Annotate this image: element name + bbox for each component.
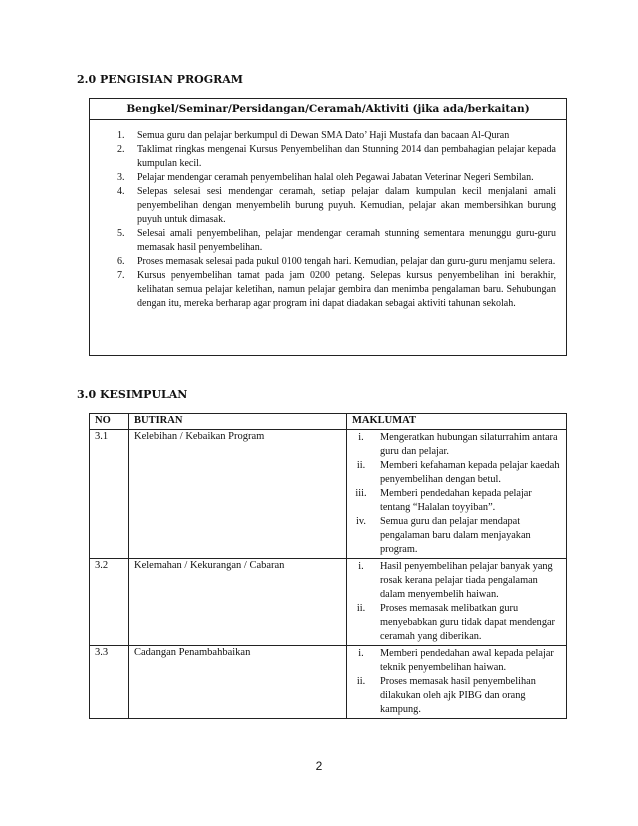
page-number: 2 xyxy=(315,759,323,773)
maklumat-list xyxy=(352,647,561,717)
list-item xyxy=(90,255,566,269)
list-item-number: ii. xyxy=(356,603,366,614)
list-item-number: 3. xyxy=(117,172,125,183)
header-maklumat: MAKLUMAT xyxy=(347,414,567,430)
table-row xyxy=(90,430,567,559)
row-number: 3.2 xyxy=(90,559,129,646)
list-item xyxy=(90,185,566,227)
list-item-text: Semua guru dan pelajar mendapat pengalaman baru dalam menjayakan program. xyxy=(380,516,531,555)
row-maklumat xyxy=(347,430,567,559)
list-item xyxy=(352,560,561,602)
row-maklumat xyxy=(347,559,567,646)
list-item-number: i. xyxy=(358,432,364,443)
list-item xyxy=(352,459,561,487)
list-item-text: Semua guru dan pelajar berkumpul di Dewan SMA Dato’ Haji Mustafa dan bacaan Al-Quran xyxy=(137,130,510,141)
list-item xyxy=(352,487,561,515)
list-item-number: iii. xyxy=(355,488,367,499)
list-item xyxy=(90,227,566,255)
list-item-number: iv. xyxy=(356,516,366,527)
row-butiran: Cadangan Penambahbaikan xyxy=(129,646,347,719)
section-2-title: 2.0 PENGISIAN PROGRAM xyxy=(77,73,243,86)
list-item-text: Pelajar mendengar ceramah penyembelihan halal oleh Pegawai Jabatan Veterinar Negeri Sembilan. xyxy=(137,172,534,183)
list-item-text: Hasil penyembelihan pelajar banyak yang rosak kerana pelajar tiada pengalaman dalam menyembelih haiwan. xyxy=(380,561,553,600)
program-box xyxy=(89,98,567,356)
list-item-text: Selepas selesai sesi mendengar ceramah, setiap pelajar dalam kumpulan kecil menjalani amali penyembelihan dengan menyembelih burung puyuh. Kemudian, pelajar akan membersihkan burung puyuh untuk dimasak. xyxy=(137,186,556,225)
list-item-number: i. xyxy=(358,648,364,659)
list-item-text: Proses memasak selesai pada pukul 0100 tengah hari. Kemudian, pelajar dan guru-guru menjamu selera. xyxy=(137,256,556,267)
list-item-text: Mengeratkan hubungan silaturrahim antara guru dan pelajar. xyxy=(380,432,558,457)
row-maklumat xyxy=(347,646,567,719)
table-row xyxy=(90,559,567,646)
list-item xyxy=(352,647,561,675)
list-item-text: Memberi kefahaman kepada pelajar kaedah penyembelihan dengan betul. xyxy=(380,460,560,485)
list-item xyxy=(352,675,561,717)
list-item xyxy=(90,143,566,171)
list-item-number: 4. xyxy=(117,186,125,197)
list-item-number: 2. xyxy=(117,144,125,155)
list-item-number: 6. xyxy=(117,256,125,267)
program-list xyxy=(90,129,566,311)
list-item-number: ii. xyxy=(356,676,366,687)
list-item-text: Selesai amali penyembelihan, pelajar mendengar ceramah stunning sementara menunggu guru-guru memasak hasil penyembelihan. xyxy=(137,228,556,253)
list-item-text: Memberi pendedahan kepada pelajar tentang “Halalan toyyiban”. xyxy=(380,488,532,513)
list-item xyxy=(90,171,566,185)
list-item xyxy=(90,269,566,311)
list-item-number: i. xyxy=(358,561,364,572)
list-item-text: Kursus penyembelihan tamat pada jam 0200 petang. Selepas kursus penyembelihan ini berakhir, kelihatan semua pelajar keletihan, namun pelajar gembira dan menimba pengalaman baru. Sehubungan dengan itu, mereka berharap agar program ini dapat diadakan sebagai aktiviti tahunan sekolah. xyxy=(137,270,556,309)
list-item-text: Memberi pendedahan awal kepada pelajar teknik penyembelihan haiwan. xyxy=(380,648,554,673)
list-item xyxy=(352,515,561,557)
list-item-number: 1. xyxy=(117,130,125,141)
list-item xyxy=(90,129,566,143)
table-row xyxy=(90,646,567,719)
header-no: NO xyxy=(90,414,129,430)
list-item-number: ii. xyxy=(356,460,366,471)
program-box-header: Bengkel/Seminar/Persidangan/Ceramah/Aktiviti (jika ada/berkaitan) xyxy=(90,99,566,120)
list-item-text: Taklimat ringkas mengenai Kursus Penyembelihan dan Stunning 2014 dan pembahagian pelajar kepada kumpulan kecil. xyxy=(137,144,556,169)
row-butiran: Kelemahan / Kekurangan / Cabaran xyxy=(129,559,347,646)
row-number: 3.3 xyxy=(90,646,129,719)
list-item-number: 5. xyxy=(117,228,125,239)
list-item xyxy=(352,602,561,644)
row-butiran: Kelebihan / Kebaikan Program xyxy=(129,430,347,559)
maklumat-list xyxy=(352,560,561,644)
maklumat-list xyxy=(352,431,561,557)
table-header-row xyxy=(90,414,567,430)
header-butiran: BUTIRAN xyxy=(129,414,347,430)
row-number: 3.1 xyxy=(90,430,129,559)
section-3-title: 3.0 KESIMPULAN xyxy=(77,388,188,401)
list-item-number: 7. xyxy=(117,270,125,281)
list-item-text: Proses memasak melibatkan guru menyebabkan guru tidak dapat mendengar ceramah yang diberikan. xyxy=(380,603,555,642)
list-item-text: Proses memasak hasil penyembelihan dilakukan oleh ajk PIBG dan orang kampung. xyxy=(380,676,536,715)
kesimpulan-table xyxy=(89,413,567,719)
list-item xyxy=(352,431,561,459)
